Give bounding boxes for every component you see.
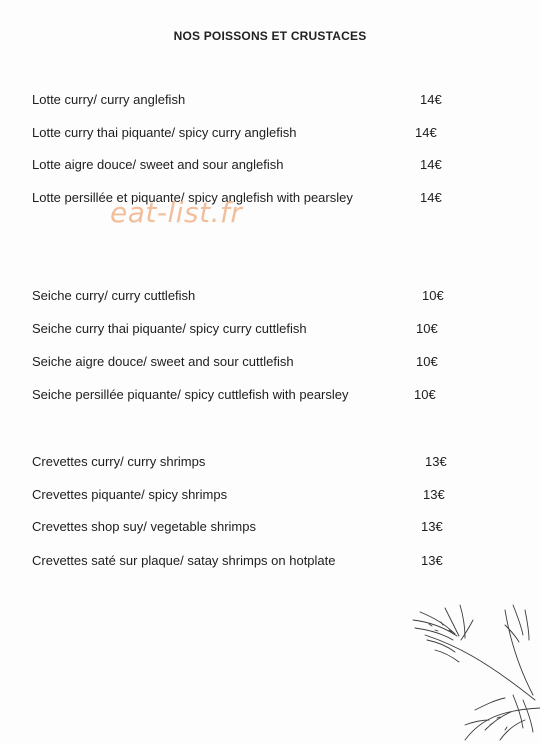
menu-item-name: Lotte aigre douce/ sweet and sour anglefish	[32, 157, 284, 172]
menu-item	[32, 288, 452, 306]
menu-item-name: Lotte curry thai piquante/ spicy curry anglefish	[32, 125, 297, 140]
menu-item-price: 10€	[422, 288, 444, 303]
menu-item	[32, 157, 452, 175]
menu-item-name: Seiche aigre douce/ sweet and sour cuttlefish	[32, 354, 294, 369]
menu-item-price: 14€	[420, 92, 442, 107]
menu-item	[32, 454, 452, 472]
menu-item	[32, 125, 452, 143]
menu-item-name: Crevettes saté sur plaque/ satay shrimps on hotplate	[32, 553, 336, 568]
menu-item-price: 14€	[415, 125, 437, 140]
menu-item	[32, 553, 452, 571]
watermark: eat-list.fr	[110, 196, 243, 229]
menu-item-name: Crevettes piquante/ spicy shrimps	[32, 487, 228, 502]
menu-item-price: 13€	[425, 454, 447, 469]
menu-item-price: 10€	[416, 354, 438, 369]
menu-item-name: Lotte persillée et piquante/ spicy anglefish with pearsley	[32, 190, 353, 205]
menu-item-name: Crevettes shop suy/ vegetable shrimps	[32, 519, 256, 534]
menu-item	[32, 354, 452, 372]
menu-item-price: 14€	[420, 190, 442, 205]
menu-item-price: 13€	[421, 553, 443, 568]
bamboo-plant-icon	[405, 600, 540, 745]
menu-item-name: Lotte curry/ curry anglefish	[32, 92, 186, 107]
menu-item	[32, 487, 452, 505]
menu-item	[32, 519, 452, 537]
menu-item	[32, 92, 452, 110]
menu-item	[32, 387, 452, 405]
menu-item-price: 10€	[414, 387, 436, 402]
page-title: NOS POISSONS ET CRUSTACES	[173, 29, 367, 43]
menu-item	[32, 321, 452, 339]
menu-item-name: Seiche persillée piquante/ spicy cuttlefish with pearsley	[32, 387, 349, 402]
menu-item-price: 14€	[420, 157, 442, 172]
menu-item-name: Crevettes curry/ curry shrimps	[32, 454, 206, 469]
menu-item-price: 13€	[421, 519, 443, 534]
menu-item-name: Seiche curry thai piquante/ spicy curry cuttlefish	[32, 321, 307, 336]
menu-item-price: 10€	[416, 321, 438, 336]
menu-item-price: 13€	[423, 487, 445, 502]
menu-item-name: Seiche curry/ curry cuttlefish	[32, 288, 196, 303]
